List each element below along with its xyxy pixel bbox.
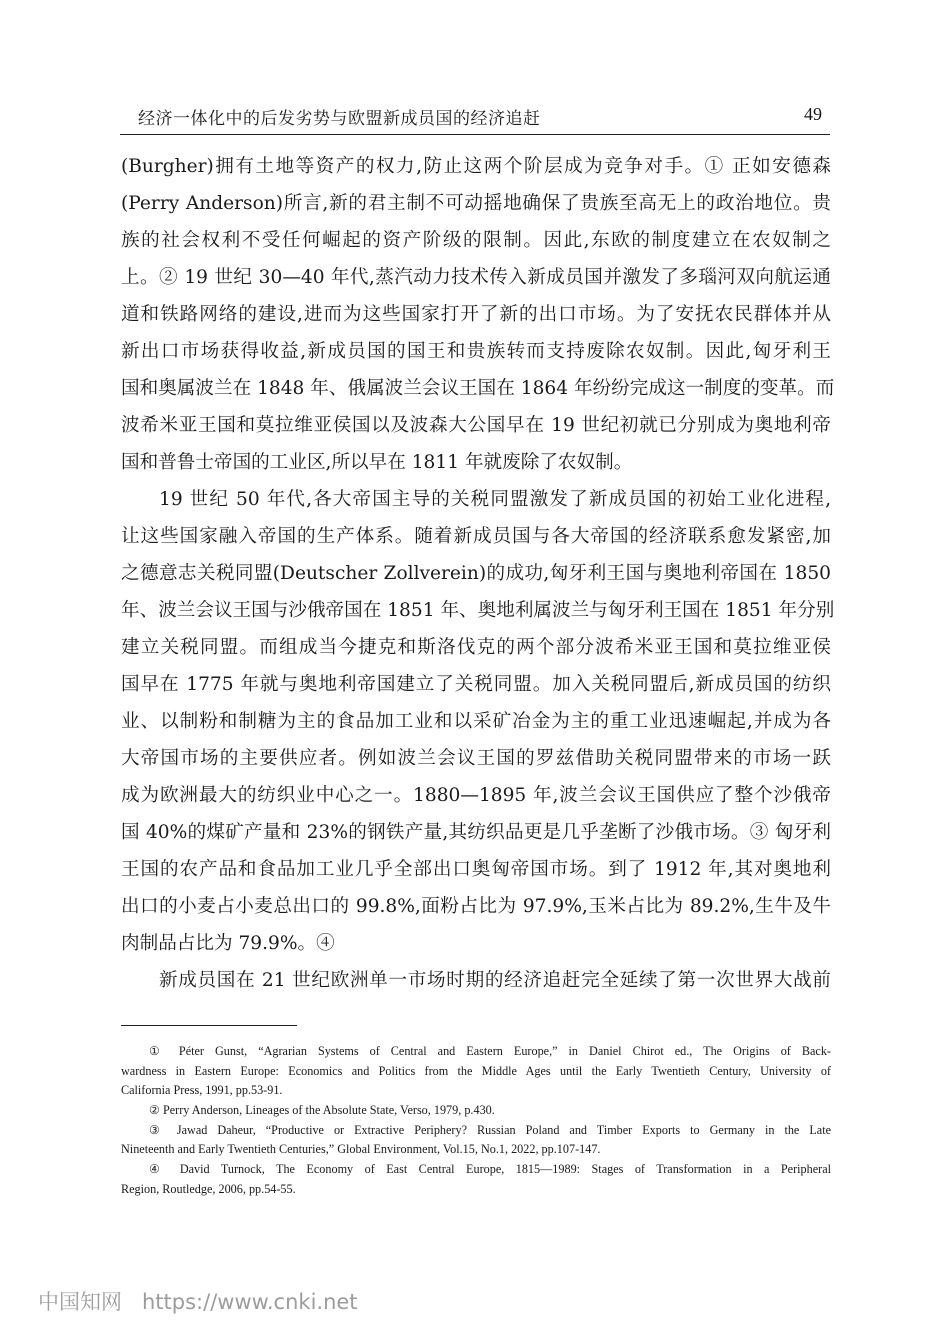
footnote-line: ④ David Turnock, The Economy of East Central Europe, 1815—1989: Stages of Transformation in a Peripheral — [149, 1162, 831, 1177]
body-line: 建立关税同盟。而组成当今捷克和斯洛伐克的两个部分波希米亚王国和莫拉维亚侯 — [121, 637, 831, 658]
body-line: 大帝国市场的主要供应者。例如波兰会议王国的罗兹借助关税同盟带来的市场一跃 — [121, 748, 831, 769]
running-title: 经济一体化中的后发劣势与欧盟新成员国的经济追赶 — [138, 109, 541, 129]
body-line: 国 40%的煤矿产量和 23%的钢铁产量,其纺织品更是几乎垄断了沙俄市场。③ 匈牙利 — [121, 822, 831, 843]
body-line: 新出口市场获得收益,新成员国的国王和贵族转而支持废除农奴制。因此,匈牙利王 — [121, 341, 831, 362]
body-text — [121, 148, 835, 999]
body-line: 上。② 19 世纪 30—40 年代,蒸汽动力技术传入新成员国并激发了多瑙河双向航运通 — [121, 267, 831, 288]
footnote-line: wardness in Eastern Europe: Economics and Politics from the Middle Ages until the Early Twentieth Century, University of — [121, 1063, 831, 1078]
footnote-line: ③ Jawad Daheur, “Productive or Extractive Periphery? Russian Poland and Timber Exports to Germany in the Late — [149, 1122, 831, 1137]
footnote-line: Region, Routledge, 2006, pp.54-55. — [121, 1181, 296, 1196]
body-line: 王国的农产品和食品加工业几乎全部出口奥匈帝国市场。到了 1912 年,其对奥地利 — [121, 859, 831, 880]
footnote-line: ② Perry Anderson, Lineages of the Absolute State, Verso, 1979, p.430. — [149, 1103, 495, 1118]
body-line: 国早在 1775 年就与奥地利帝国建立了关税同盟。加入关税同盟后,新成员国的纺织 — [121, 674, 831, 695]
watermark-url: https://www.cnki.net — [142, 1290, 358, 1314]
page-number: 49 — [804, 104, 822, 124]
body-line: 道和铁路网络的建设,进而为这些国家打开了新的出口市场。为了安抚农民群体并从 — [121, 304, 831, 325]
body-line: (Perry Anderson)所言,新的君主制不可动摇地确保了贵族至高无上的政治地位。贵 — [121, 193, 831, 214]
watermark-brand: 中国知网 — [38, 1290, 122, 1314]
body-line: 年、波兰会议王国与沙俄帝国在 1851 年、奥地利属波兰与匈牙利王国在 1851 年分别 — [121, 600, 835, 621]
footnote-line: Nineteenth and Early Twentieth Centuries,” Global Environment, Vol.15, No.1, 2022, pp.107-147. — [121, 1142, 601, 1157]
running-header — [120, 104, 830, 130]
body-line: 波希米亚王国和莫拉维亚侯国以及波森大公国早在 19 世纪初就已分别成为奥地利帝 — [121, 415, 831, 436]
footnote-line: ① Péter Gunst, “Agrarian Systems of Central and Eastern Europe,” in Daniel Chirot ed., The Origins of Back- — [149, 1044, 831, 1058]
footnote-rule — [121, 1025, 297, 1026]
body-line: 国和普鲁士帝国的工业区,所以早在 1811 年就废除了农奴制。 — [121, 452, 633, 473]
body-line: 肉制品占比为 79.9%。④ — [121, 933, 335, 954]
footnotes — [121, 1042, 831, 1200]
body-line: 之德意志关税同盟(Deutscher Zollverein)的成功,匈牙利王国与奥地利帝国在 1850 — [121, 563, 831, 584]
footnote-line: California Press, 1991, pp.53-91. — [121, 1083, 283, 1098]
body-line: 业、以制粉和制糖为主的食品加工业和以采矿冶金为主的重工业迅速崛起,并成为各 — [121, 711, 831, 732]
body-line: (Burgher)拥有土地等资产的权力,防止这两个阶层成为竞争对手。① 正如安德森 — [121, 156, 831, 177]
body-line: 出口的小麦占小麦总出口的 99.8%,面粉占比为 97.9%,玉米占比为 89.2%,生牛及牛 — [121, 896, 831, 917]
header-rule — [120, 134, 830, 135]
cnki-watermark — [38, 1286, 358, 1316]
body-line: 19 世纪 50 年代,各大帝国主导的关税同盟激发了新成员国的初始工业化进程, — [159, 489, 831, 510]
body-line: 让这些国家融入帝国的生产体系。随着新成员国与各大帝国的经济联系愈发紧密,加 — [121, 526, 831, 547]
body-line: 成为欧洲最大的纺织业中心之一。1880—1895 年,波兰会议王国供应了整个沙俄帝 — [121, 785, 831, 806]
body-line: 国和奥属波兰在 1848 年、俄属波兰会议王国在 1864 年纷纷完成这一制度的变革。而 — [121, 378, 835, 399]
body-line: 新成员国在 21 世纪欧洲单一市场时期的经济追赶完全延续了第一次世界大战前 — [159, 970, 831, 991]
body-line: 族的社会权利不受任何崛起的资产阶级的限制。因此,东欧的制度建立在农奴制之 — [121, 230, 831, 251]
